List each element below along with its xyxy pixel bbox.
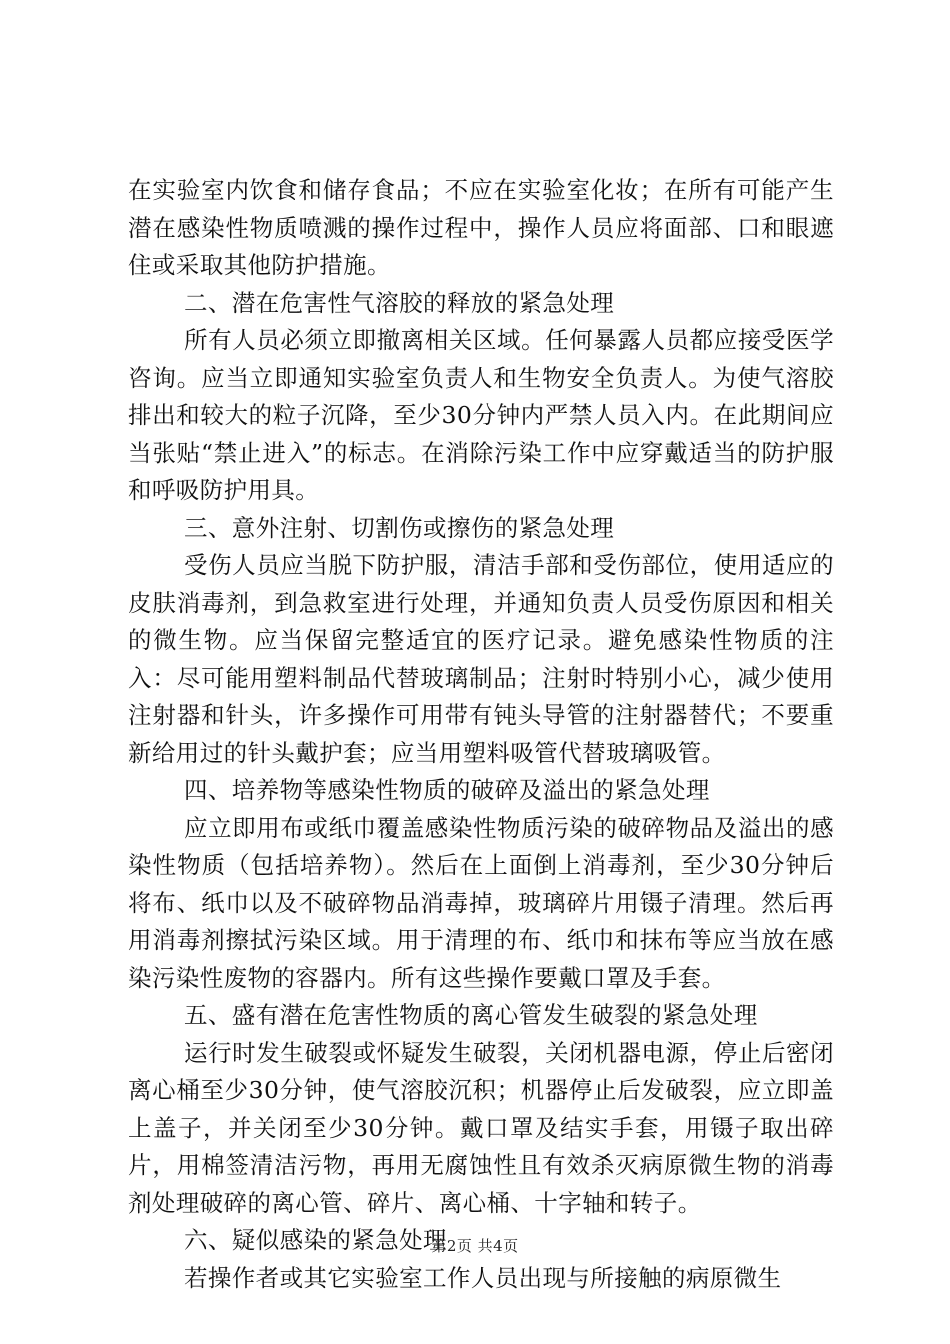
paragraph-section-4: 应立即用布或纸巾覆盖感染性物质污染的破碎物品及溢出的感染性物质（包括培养物）。然后在上面倒上消毒剂，至少30分钟后将布、纸巾以及不破碎物品消毒掉，玻璃碎片用镊子清理。然后再用消毒剂擦拭污染区域。用于清理的布、纸巾和抹布等应当放在感染污染性废物的容器内。所有这些操作要戴口罩及手套。 <box>128 813 834 992</box>
paragraph-section-3: 受伤人员应当脱下防护服，清洁手部和受伤部位，使用适应的皮肤消毒剂，到急救室进行处理，并通知负责人员受伤原因和相关的微生物。应当保留完整适宜的医疗记录。避免感染性物质的注入：尽可能用塑料制品代替玻璃制品；注射时特别小心，减少使用注射器和针头，许多操作可用带有钝头导管的注射器替代；不要重新给用过的针头戴护套；应当用塑料吸管代替玻璃吸管。 <box>128 551 834 767</box>
section-heading-2: 二、潜在危害性气溶胶的释放的紧急处理 <box>184 288 615 317</box>
section-heading-6: 六、疑似感染的紧急处理 <box>184 1226 447 1254</box>
paragraph-section-6: 若操作者或其它实验室工作人员出现与所接触的病原微生 <box>184 1263 782 1292</box>
document-body <box>128 172 834 1297</box>
paragraph-continuation: 在实验室内饮食和储存食品；不应在实验室化妆；在所有可能产生潜在感染性物质喷溅的操作过程中，操作人员应将面部、口和眼遮住或采取其他防护措施。 <box>128 176 834 279</box>
paragraph-section-2: 所有人员必须立即撤离相关区域。任何暴露人员都应接受医学咨询。应当立即通知实验室负责人和生物安全负责人。为使气溶胶排出和较大的粒子沉降，至少30分钟内严禁人员入内。在此期间应当张贴“禁止进入”的标志。在消除污染工作中应穿戴适当的防护服和呼吸防护用具。 <box>128 326 834 504</box>
section-heading-5: 五、盛有潜在危害性物质的离心管发生破裂的紧急处理 <box>184 1001 758 1029</box>
page-footer: 第2页 共4页 <box>431 1237 519 1255</box>
section-heading-3: 三、意外注射、切割伤或擦伤的紧急处理 <box>184 513 615 542</box>
paragraph-section-5: 运行时发生破裂或怀疑发生破裂，关闭机器电源，停止后密闭离心桶至少30分钟，使气溶胶沉积；机器停止后发破裂，应立即盖上盖子，并关闭至少30分钟。戴口罩及结实手套，用镊子取出碎片，用棉签清洁污物，再用无腐蚀性且有效杀灭病原微生物的消毒剂处理破碎的离心管、碎片、离心桶、十字轴和转子。 <box>128 1038 834 1217</box>
section-heading-4: 四、培养物等感染性物质的破碎及溢出的紧急处理 <box>184 776 710 804</box>
